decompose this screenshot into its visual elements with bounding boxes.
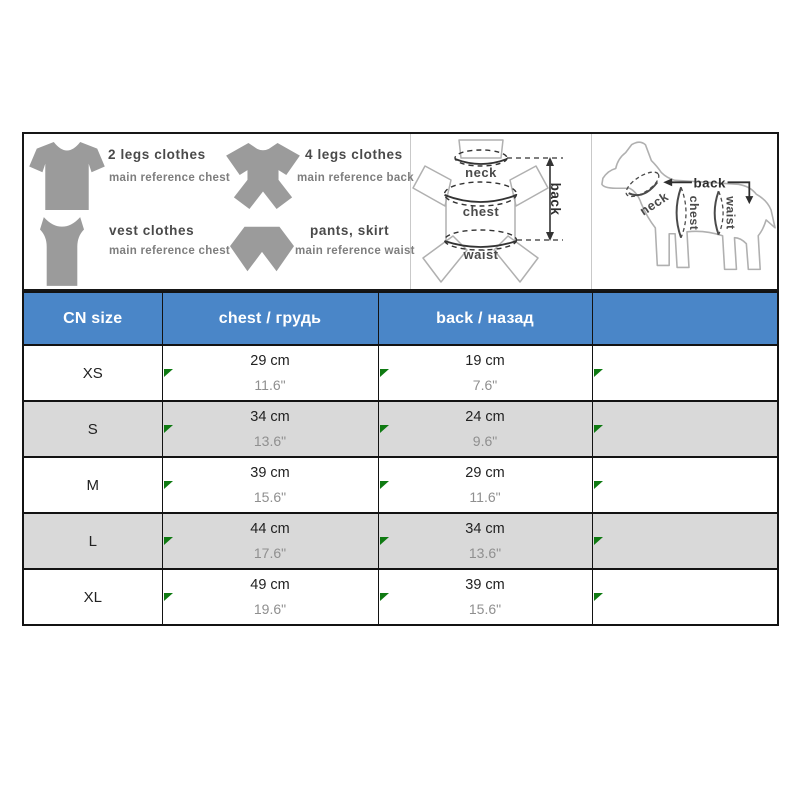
garment-neck-label: neck	[465, 165, 497, 180]
back-inch: 7.6"	[472, 376, 498, 393]
legend-sub-4-legs: main reference back	[297, 172, 414, 184]
table-row-xs	[23, 345, 778, 401]
header-extra	[592, 292, 778, 345]
green-flag-icon	[594, 369, 603, 377]
chest-cm: 39 cm	[250, 465, 290, 482]
header-chest: chest / грудь	[162, 292, 378, 345]
dog-neck-label: neck	[636, 188, 672, 219]
green-flag-icon	[380, 369, 389, 377]
header-back: back / назад	[378, 292, 592, 345]
size-label: XS	[82, 364, 103, 382]
back-inch: 9.6"	[472, 432, 498, 449]
table-row-l	[23, 513, 778, 569]
garment-waist-label: waist	[463, 247, 499, 262]
chest-cm: 34 cm	[250, 409, 290, 426]
green-flag-icon	[594, 537, 603, 545]
legend-title-pants: pants, skirt	[310, 223, 390, 238]
chest-cm: 44 cm	[250, 521, 290, 538]
table-row-m	[23, 457, 778, 513]
legend-sub-pants: main reference waist	[295, 245, 415, 257]
garment-back-label: back	[548, 182, 563, 216]
legend-sub-2-legs: main reference chest	[109, 172, 231, 184]
green-flag-icon	[380, 537, 389, 545]
chest-inch: 13.6"	[253, 432, 287, 449]
size-label: S	[87, 420, 98, 438]
chest-inch: 19.6"	[253, 600, 287, 617]
four-leg-suit-icon	[225, 143, 301, 209]
pants-skirt-icon	[230, 226, 294, 272]
size-table-header-row	[23, 292, 778, 345]
green-flag-icon	[164, 593, 173, 601]
chest-cm: 49 cm	[250, 577, 290, 594]
size-label: XL	[83, 588, 102, 606]
green-flag-icon	[594, 425, 603, 433]
back-cm: 29 cm	[465, 465, 505, 482]
green-flag-icon	[164, 425, 173, 433]
green-flag-icon	[380, 593, 389, 601]
dog-measure-diagram	[592, 134, 779, 289]
dog-measure-panel	[592, 134, 779, 289]
garment-measure-panel	[411, 134, 591, 289]
size-chart-sheet	[22, 132, 779, 626]
garment-measure-diagram	[411, 134, 591, 289]
dog-waist-label: waist	[723, 196, 738, 230]
size-table	[22, 291, 779, 626]
green-flag-icon	[380, 425, 389, 433]
back-cm: 19 cm	[465, 353, 505, 370]
vest-icon	[40, 216, 84, 287]
green-flag-icon	[164, 537, 173, 545]
chest-cm: 29 cm	[250, 353, 290, 370]
green-flag-icon	[164, 481, 173, 489]
back-inch: 15.6"	[468, 600, 502, 617]
illustration-box	[22, 132, 779, 291]
chest-inch: 17.6"	[253, 544, 287, 561]
table-row-xl	[23, 569, 778, 625]
back-cm: 34 cm	[465, 521, 505, 538]
legend-title-4-legs: 4 legs clothes	[305, 147, 403, 162]
dog-chest-label: chest	[686, 195, 701, 231]
garment-chest-label: chest	[462, 204, 500, 219]
legend-title-2-legs: 2 legs clothes	[108, 147, 206, 162]
back-inch: 11.6"	[469, 488, 501, 505]
green-flag-icon	[594, 593, 603, 601]
back-cm: 39 cm	[465, 577, 505, 594]
size-label: M	[86, 476, 99, 494]
back-cm: 24 cm	[465, 409, 505, 426]
legend-sub-vest: main reference chest	[109, 245, 231, 257]
chest-inch: 15.6"	[253, 488, 287, 505]
dog-back-label: back	[693, 175, 726, 191]
chest-inch: 11.6"	[254, 376, 286, 393]
back-inch: 13.6"	[468, 544, 502, 561]
green-flag-icon	[594, 481, 603, 489]
tshirt-icon	[29, 142, 105, 210]
garment-legend-panel	[24, 134, 415, 289]
table-row-s	[23, 401, 778, 457]
green-flag-icon	[380, 481, 389, 489]
green-flag-icon	[164, 369, 173, 377]
size-label: L	[88, 532, 97, 550]
header-cn-size: CN size	[23, 292, 162, 345]
legend-title-vest: vest clothes	[109, 223, 195, 238]
